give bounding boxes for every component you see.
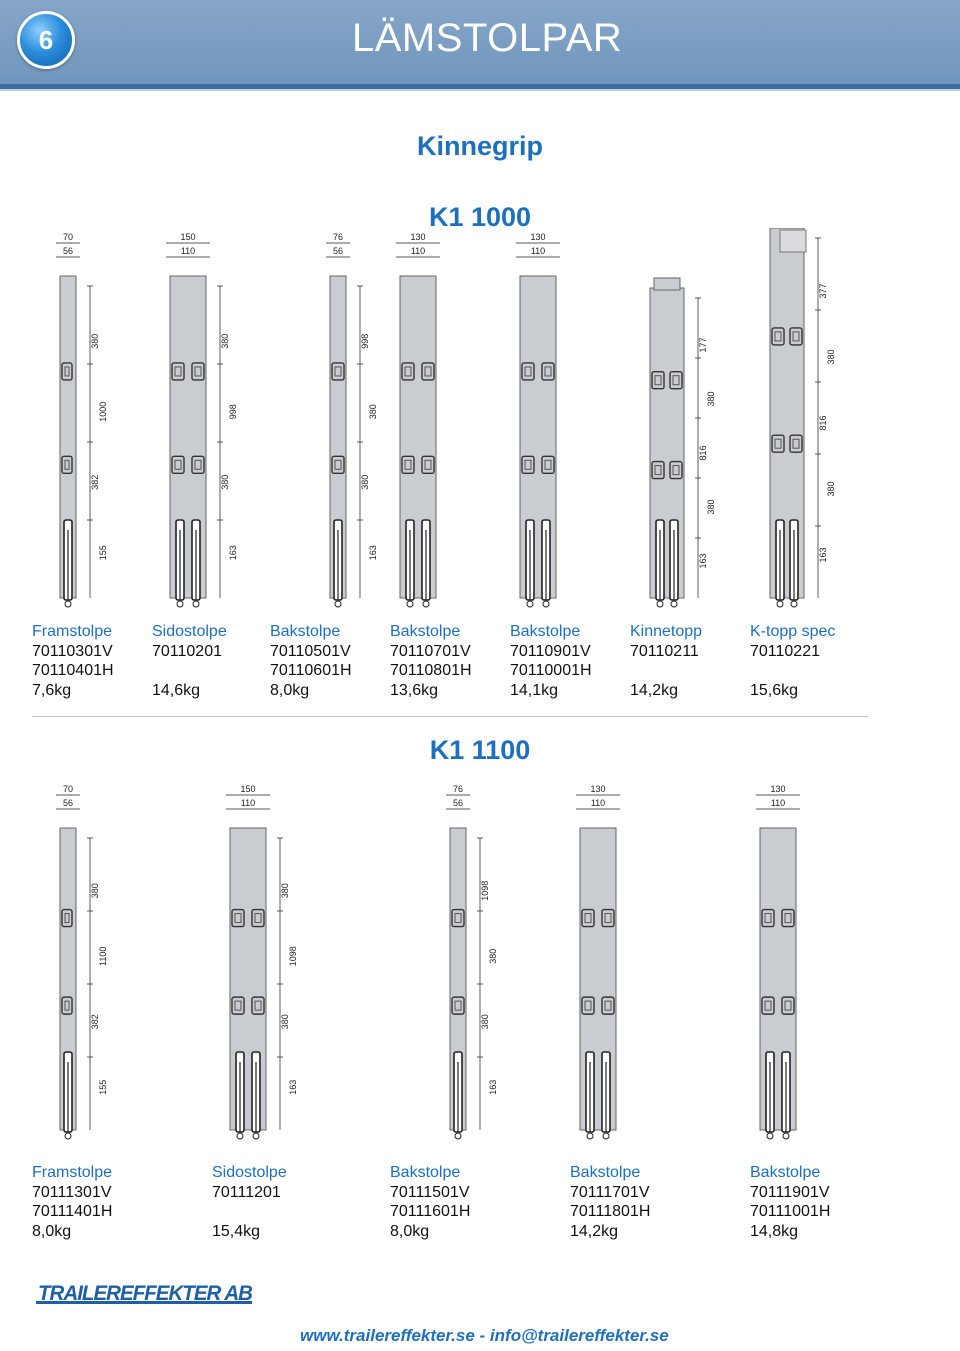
article-number — [750, 661, 835, 681]
dimension-label: 155 — [98, 1079, 108, 1095]
article-number: 70111301V — [32, 1183, 112, 1201]
dimension-label: 163 — [368, 545, 378, 561]
product-weight: 14,6kg — [152, 681, 201, 699]
drawing-bakstolpe — [750, 780, 868, 1150]
dimension-label: 130 — [530, 232, 546, 242]
post-drawing — [56, 232, 108, 607]
company-logo — [36, 1281, 256, 1307]
post-drawing — [166, 232, 238, 607]
product-caption — [270, 622, 352, 700]
product-name: Sidostolpe — [152, 623, 227, 640]
dimension-label: 380 — [826, 349, 836, 365]
article-number: 70110501V — [270, 642, 351, 660]
dimension-label: 163 — [818, 547, 828, 563]
product-weight: 8,0kg — [390, 1222, 430, 1240]
post-drawing — [650, 278, 716, 607]
drawing-framstolpe — [32, 780, 150, 1150]
product-name: Bakstolpe — [390, 1164, 461, 1181]
article-number: 70110221 — [750, 642, 820, 660]
section-title-k1-1100: K1 1100 — [429, 735, 531, 765]
article-number: 70111001H — [750, 1203, 831, 1220]
dimension-label: 816 — [818, 415, 828, 431]
product-caption — [510, 622, 592, 700]
dimension-label: 110 — [770, 798, 786, 808]
article-number: 70111401H — [32, 1203, 113, 1220]
article-number: 70111501V — [390, 1183, 470, 1201]
product-weight: 15,6kg — [750, 681, 799, 699]
dimension-label: 380 — [360, 474, 370, 490]
product-caption — [630, 622, 702, 700]
post-drawing — [576, 784, 620, 1139]
article-number: 70110601H — [270, 662, 352, 679]
dimension-label: 163 — [288, 1079, 298, 1095]
dimension-label: 177 — [698, 337, 708, 353]
drawing-bakstolpe — [390, 780, 508, 1150]
drawing-k-topp-spec — [750, 228, 868, 618]
dimension-label: 380 — [90, 333, 100, 349]
product-name: Bakstolpe — [750, 1164, 821, 1181]
product-caption — [570, 1163, 650, 1241]
product-weight: 14,2kg — [630, 681, 679, 699]
product-weight: 7,6kg — [32, 681, 72, 699]
post-drawing — [226, 784, 298, 1139]
article-number: 70110701V — [390, 642, 471, 660]
dimension-label: 70 — [62, 232, 74, 242]
product-name: Bakstolpe — [570, 1164, 641, 1181]
product-caption — [32, 1163, 112, 1241]
product-name: Bakstolpe — [270, 623, 341, 640]
product-caption — [390, 622, 472, 700]
dimension-label: 1000 — [98, 401, 108, 422]
product-caption — [32, 622, 114, 700]
dimension-label: 150 — [240, 784, 256, 794]
dimension-label: 163 — [228, 545, 238, 561]
post-drawing — [770, 228, 836, 607]
dimension-label: 110 — [180, 246, 196, 256]
article-number: 70111901V — [750, 1183, 830, 1201]
article-number: 70110301V — [32, 642, 113, 660]
page-title: LÄMSTOLPAR — [352, 16, 623, 60]
article-number — [630, 661, 702, 681]
dimension-label: 56 — [452, 798, 464, 808]
dimension-label: 382 — [90, 474, 100, 490]
dimension-label: 1098 — [480, 880, 490, 901]
product-weight: 14,1kg — [510, 681, 559, 699]
dimension-label: 130 — [590, 784, 606, 794]
dimension-label: 380 — [90, 883, 100, 899]
article-number: 70110801H — [390, 662, 472, 679]
dimension-label: 1100 — [98, 946, 108, 966]
article-number: 70110401H — [32, 662, 114, 679]
product-name: Bakstolpe — [510, 623, 581, 640]
dimension-label: 380 — [280, 883, 290, 899]
drawing-bakstolpe — [570, 780, 688, 1150]
dimension-label: 110 — [590, 798, 606, 808]
product-name: Kinnetopp — [630, 623, 703, 640]
dimension-label: 155 — [98, 545, 108, 561]
product-name: Sidostolpe — [212, 1164, 287, 1181]
article-number: 70110901V — [510, 642, 591, 660]
post-drawing — [756, 784, 800, 1139]
post-drawing — [396, 232, 440, 607]
dimension-label: 76 — [332, 232, 344, 242]
dimension-label: 56 — [332, 246, 344, 256]
drawing-framstolpe — [32, 228, 150, 618]
subtitle: Kinnegrip — [417, 131, 543, 161]
dimension-label: 70 — [62, 784, 74, 794]
post-drawing — [56, 784, 108, 1139]
product-caption — [152, 622, 227, 700]
footer-contact: www.trailereffekter.se - info@trailereffekter.se — [300, 1326, 669, 1345]
dimension-label: 380 — [220, 333, 230, 349]
dimension-label: 110 — [240, 798, 256, 808]
product-weight: 13,6kg — [390, 681, 439, 699]
product-caption — [750, 622, 835, 700]
dimension-label: 380 — [220, 474, 230, 490]
dimension-label: 377 — [818, 283, 828, 299]
product-weight: 8,0kg — [32, 1222, 72, 1240]
svg-text:TRAILEREFFEKTER AB: TRAILEREFFEKTER AB — [38, 1282, 253, 1305]
article-number: 70111601H — [390, 1203, 471, 1220]
article-number — [212, 1202, 287, 1222]
section-title-k1-1000: K1 1000 — [428, 202, 532, 232]
post-drawing — [326, 232, 378, 607]
product-weight: 8,0kg — [270, 681, 310, 699]
dimension-label: 130 — [770, 784, 786, 794]
dimension-label: 998 — [360, 333, 370, 349]
article-number: 70110001H — [510, 662, 592, 679]
drawing-sidostolpe — [152, 228, 270, 618]
drawing-sidostolpe — [212, 780, 330, 1150]
dimension-label: 1098 — [288, 946, 298, 967]
post-drawing — [516, 232, 560, 607]
drawing-kinnetopp — [630, 228, 748, 618]
dimension-label: 380 — [706, 499, 716, 515]
product-weight: 14,2kg — [570, 1222, 619, 1240]
drawing-bakstolpe — [390, 228, 508, 618]
product-name: Framstolpe — [32, 623, 113, 640]
dimension-label: 110 — [410, 246, 426, 256]
dimension-label: 163 — [488, 1079, 498, 1095]
dimension-label: 816 — [698, 445, 708, 461]
article-number: 70111701V — [570, 1183, 650, 1201]
article-number — [152, 661, 227, 681]
product-name: Framstolpe — [32, 1164, 113, 1181]
dimension-label: 56 — [62, 246, 74, 256]
product-caption — [212, 1163, 287, 1241]
header-divider-light — [0, 89, 960, 91]
product-caption — [750, 1163, 830, 1241]
drawing-bakstolpe — [270, 228, 388, 618]
dimension-label: 380 — [706, 391, 716, 407]
product-caption — [390, 1163, 470, 1241]
dimension-label: 382 — [90, 1014, 100, 1030]
dimension-label: 56 — [62, 798, 74, 808]
product-weight: 15,4kg — [212, 1222, 261, 1240]
dimension-label: 130 — [410, 232, 426, 242]
product-name: K-topp spec — [750, 623, 836, 640]
product-weight: 14,8kg — [750, 1222, 799, 1240]
article-number: 70110201 — [152, 642, 222, 660]
article-number: 70111201 — [212, 1183, 281, 1201]
article-number: 70110211 — [630, 642, 699, 660]
dimension-label: 380 — [368, 404, 378, 420]
dimension-label: 380 — [826, 481, 836, 497]
post-drawing — [446, 784, 498, 1139]
page-number-badge: 6 — [17, 11, 75, 69]
dimension-label: 76 — [452, 784, 464, 794]
dimension-label: 380 — [488, 948, 498, 964]
article-number: 70111801H — [570, 1203, 651, 1220]
product-name: Bakstolpe — [390, 623, 461, 640]
dimension-label: 110 — [530, 246, 546, 256]
dimension-label: 150 — [180, 232, 196, 242]
dimension-label: 163 — [698, 553, 708, 569]
dimension-label: 380 — [280, 1014, 290, 1030]
dimension-label: 998 — [228, 404, 238, 420]
drawing-bakstolpe — [510, 228, 628, 618]
section-divider — [32, 716, 868, 717]
dimension-label: 380 — [480, 1014, 490, 1030]
